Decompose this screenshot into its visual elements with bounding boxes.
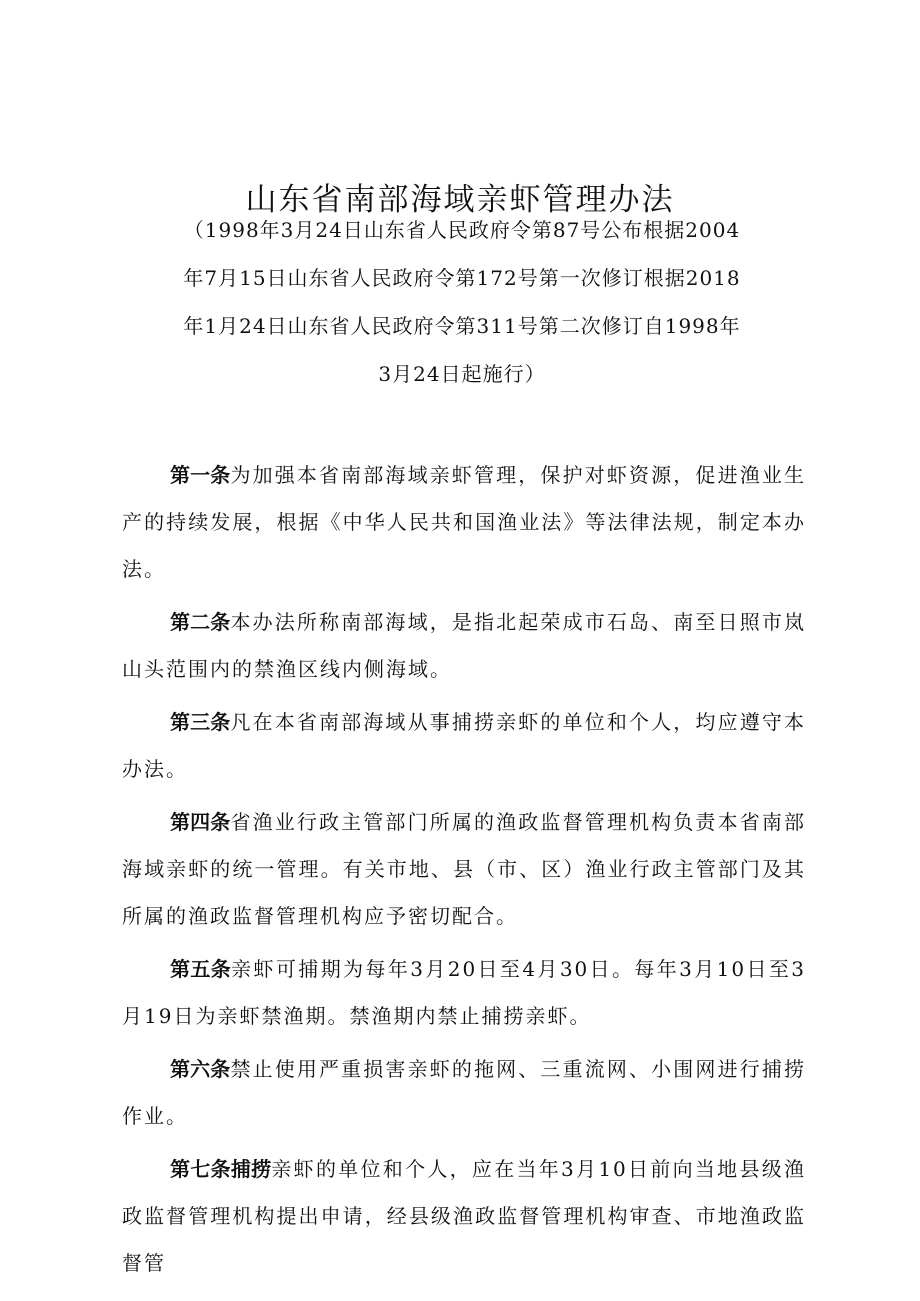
article-4	[122, 799, 806, 940]
article-3	[122, 699, 806, 793]
document-title: 山东省南部海域亲虾管理办法	[245, 181, 675, 218]
promulgation-note-line: 年1月24日山东省人民政府令第311号第二次修订自1998年	[183, 314, 741, 338]
article-2	[122, 599, 806, 693]
article-7	[122, 1146, 806, 1287]
document-body	[122, 452, 806, 1293]
article-label: 第六条	[170, 1057, 231, 1081]
article-text: 省渔业行政主管部门所属的渔政监督管理机构负责本省南部海域亲虾的统一管理。有关市地、县（市、区）渔业行政主管部门及其所属的渔政监督管理机构应予密切配合。	[122, 810, 807, 928]
article-6	[122, 1046, 806, 1140]
article-label: 第一条	[170, 463, 231, 487]
article-label: 第七条捕捞	[170, 1157, 272, 1181]
article-5	[122, 946, 806, 1040]
article-label: 第四条	[170, 810, 231, 834]
article-1	[122, 452, 806, 593]
article-text: 禁止使用严重损害亲虾的拖网、三重流网、小围网进行捕捞作业。	[122, 1057, 807, 1128]
promulgation-note-line: 年7月15日山东省人民政府令第172号第一次修订根据2018	[183, 266, 741, 290]
promulgation-note	[150, 206, 774, 398]
promulgation-note-line: （1998年3月24日山东省人民政府令第87号公布根据2004	[183, 218, 741, 242]
article-text: 为加强本省南部海域亲虾管理，保护对虾资源，促进渔业生产的持续发展，根据《中华人民共和国渔业法》等法律法规，制定本办法。	[122, 463, 807, 581]
article-text: 凡在本省南部海域从事捕捞亲虾的单位和个人，均应遵守本办法。	[122, 710, 807, 781]
promulgation-note-line: 3月24日起施行）	[378, 362, 546, 386]
article-text: 亲虾的单位和个人，应在当年3月10日前向当地县级渔政监督管理机构提出申请，经县级渔政监督管理机构审查、市地渔政监督管	[122, 1157, 806, 1275]
article-label: 第五条	[170, 957, 232, 981]
article-text: 本办法所称南部海域，是指北起荣成市石岛、南至日照市岚山头范围内的禁渔区线内侧海域。	[122, 610, 807, 681]
article-label: 第三条	[170, 710, 231, 734]
article-label: 第二条	[170, 610, 231, 634]
article-text: 亲虾可捕期为每年3月20日至4月30日。每年3月10日至3月19日为亲虾禁渔期。禁渔期内禁止捕捞亲虾。	[122, 957, 807, 1028]
